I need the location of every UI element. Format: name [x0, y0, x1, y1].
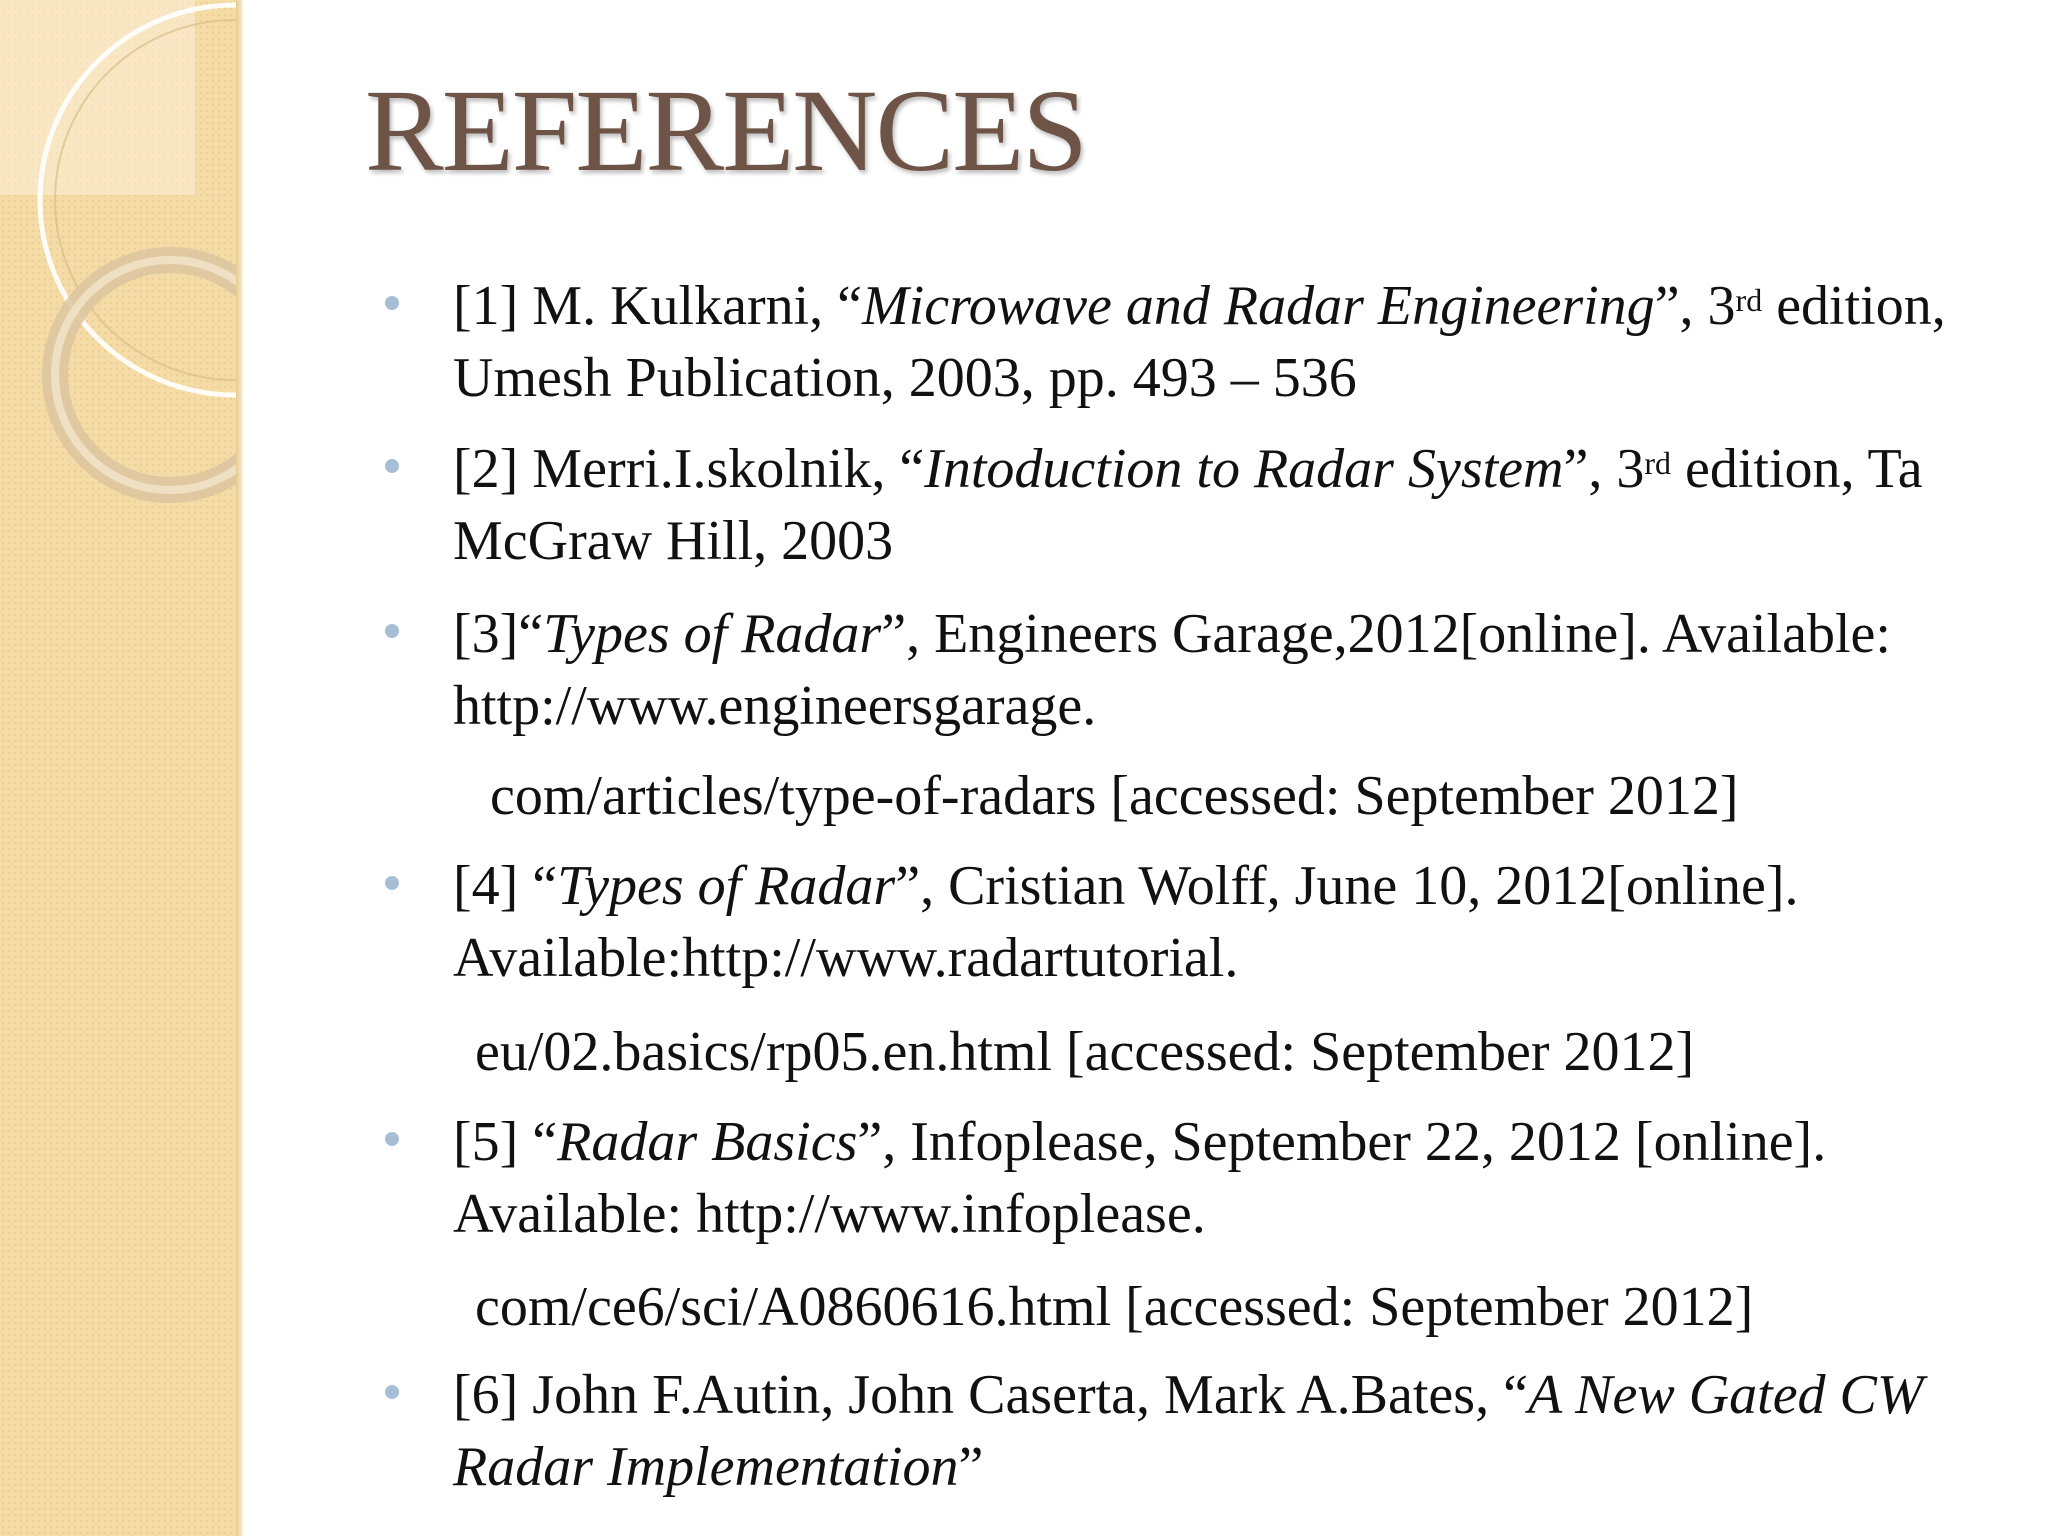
reference-url-link[interactable]: http://www.engineersgarage.: [453, 675, 1097, 737]
reference-title: Radar Implementation: [453, 1436, 959, 1498]
bullet-icon: [385, 296, 399, 310]
reference-url-continuation[interactable]: eu/02.basics/rp05.en.html [accessed: September 2012]: [475, 1021, 1695, 1083]
reference-url-link[interactable]: Available:http://www.radartutorial.: [453, 927, 1239, 989]
reference-text: [453, 850, 1799, 994]
reference-title: Radar Basics: [557, 1111, 858, 1173]
decorative-rings: [0, 0, 240, 560]
reference-line: McGraw Hill, 2003: [453, 510, 894, 572]
bullet-icon: [385, 624, 399, 638]
reference-text: [453, 598, 1891, 742]
bullet-icon: [385, 876, 399, 890]
reference-line: [1] M. Kulkarni, “Microwave and Radar Engineering”, 3rd edition,: [453, 275, 1946, 337]
reference-url-continuation[interactable]: com/ce6/sci/A0860616.html [accessed: September 2012]: [475, 1276, 1754, 1338]
reference-line: Umesh Publication, 2003, pp. 493 – 536: [453, 347, 1357, 409]
reference-title: A New Gated CW: [1527, 1364, 1924, 1426]
reference-title: Microwave and Radar Engineering: [862, 275, 1655, 337]
reference-title: Types of Radar: [543, 603, 882, 665]
reference-url-continuation[interactable]: com/articles/type-of-radars [accessed: September 2012]: [490, 765, 1739, 827]
reference-line: [3]“Types of Radar”, Engineers Garage,2012[online]. Available:: [453, 603, 1891, 665]
reference-line: Radar Implementation”: [453, 1436, 984, 1498]
bullet-icon: [385, 1385, 399, 1399]
reference-title: Intoduction to Radar System: [924, 438, 1564, 500]
sidebar-edge: [236, 0, 244, 1536]
reference-url-link[interactable]: Available: http://www.infoplease.: [453, 1183, 1206, 1245]
reference-title: Types of Radar: [557, 855, 896, 917]
reference-text: [453, 270, 1946, 414]
slide-title: REFERENCES: [365, 65, 1086, 196]
reference-line: [4] “Types of Radar”, Cristian Wolff, June 10, 2012[online].: [453, 855, 1799, 917]
bullet-icon: [385, 1132, 399, 1146]
reference-line: [5] “Radar Basics”, Infoplease, September 22, 2012 [online].: [453, 1111, 1827, 1173]
reference-text: [453, 1106, 1826, 1250]
decorative-sidebar: [0, 0, 240, 1536]
reference-text: [453, 433, 1923, 577]
reference-text: [453, 1359, 1924, 1503]
bullet-icon: [385, 459, 399, 473]
reference-line: [2] Merri.I.skolnik, “Intoduction to Radar System”, 3rd edition, Ta: [453, 438, 1923, 500]
reference-line: [6] John F.Autin, John Caserta, Mark A.Bates, “A New Gated CW: [453, 1364, 1924, 1426]
